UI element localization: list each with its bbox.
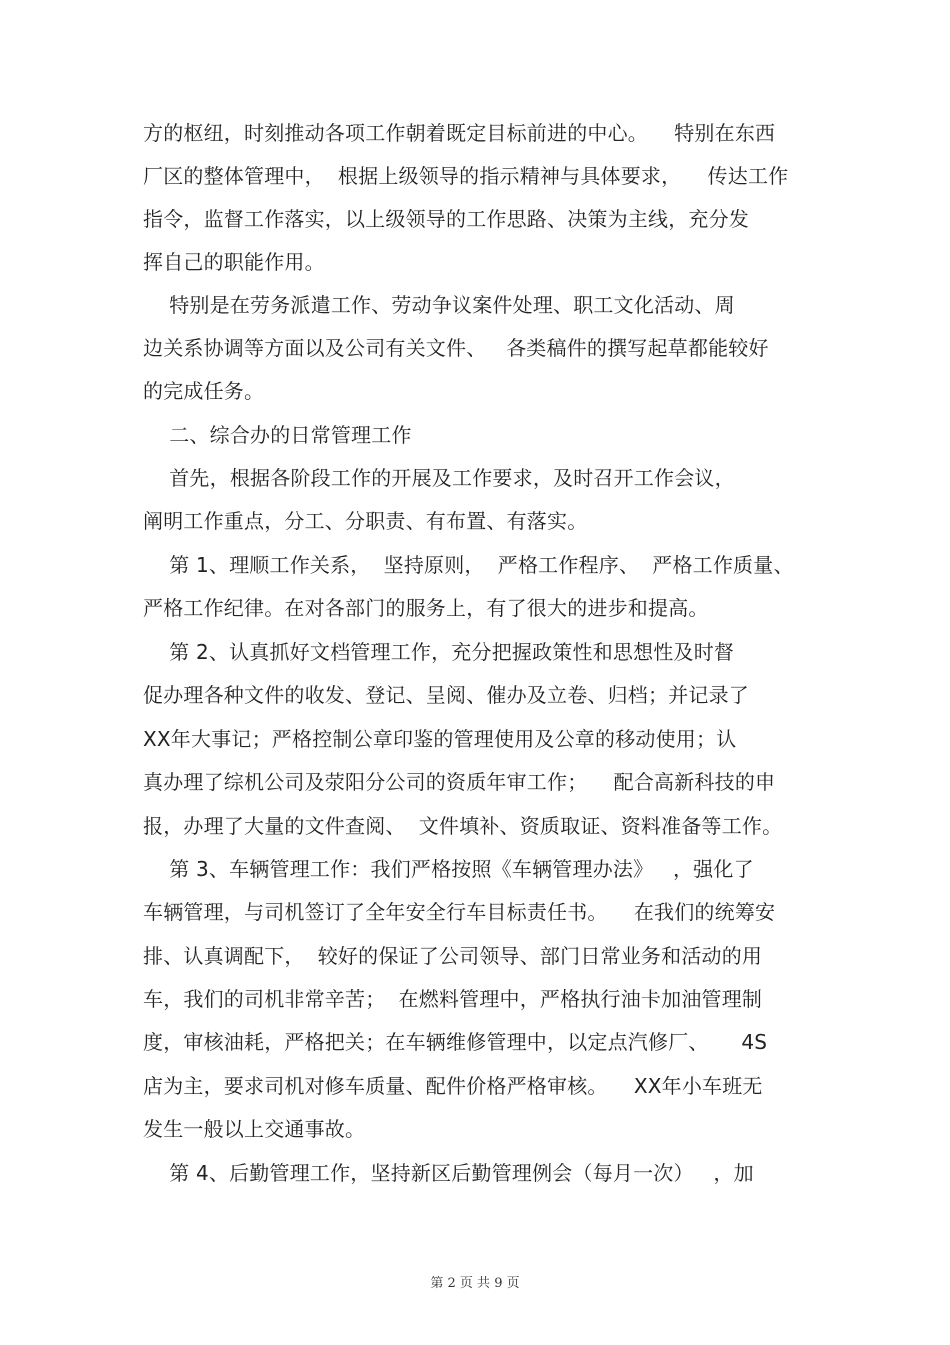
- text-line-24: 发生一般以上交通事故。: [143, 1117, 366, 1141]
- text-line-20: 排、认真调配下， 较好的保证了公司领导、部门日常业务和活动的用: [143, 944, 763, 968]
- text-line-23: 店为主，要求司机对修车质量、配件价格严格审核。 XX年小车班无: [143, 1074, 763, 1098]
- text-line-11: 第 1、理顺工作关系， 坚持原则， 严格工作程序、 严格工作质量、: [143, 553, 794, 577]
- text-line-16: 真办理了综机公司及荥阳分公司的资质年审工作； 配合高新科技的申: [143, 770, 776, 794]
- text-line-22: 度，审核油耗，严格把关；在车辆维修管理中，以定点汽修厂、 4S: [143, 1030, 768, 1054]
- text-line-5: 特别是在劳务派遣工作、劳动争议案件处理、职工文化活动、周: [143, 293, 735, 317]
- page-footer: 第 2 页 共 9 页: [430, 1276, 520, 1291]
- text-line-14: 促办理各种文件的收发、登记、呈阅、催办及立卷、归档；并记录了: [143, 683, 749, 707]
- text-line-19: 车辆管理，与司机签订了全年安全行车目标责任书。 在我们的统筹安: [143, 900, 776, 924]
- text-line-4: 挥自己的职能作用。: [143, 250, 325, 274]
- text-line-8: 二、综合办的日常管理工作: [143, 423, 412, 447]
- text-line-2: 厂区的整体管理中， 根据上级领导的指示精神与具体要求， 传达工作: [143, 164, 789, 188]
- text-line-12: 严格工作纪律。在对各部门的服务上，有了很大的进步和提高。: [143, 596, 709, 620]
- text-line-3: 指令，监督工作落实，以上级领导的工作思路、决策为主线，充分发: [143, 207, 749, 231]
- text-line-6: 边关系协调等方面以及公司有关文件、 各类稿件的撰写起草都能较好: [143, 336, 769, 360]
- text-line-18: 第 3、车辆管理工作：我们严格按照《车辆管理办法》 ，强化了: [143, 857, 754, 881]
- text-line-17: 报，办理了大量的文件查阅、 文件填补、资质取证、资料准备等工作。: [143, 814, 783, 838]
- text-line-15: XX年大事记；严格控制公章印鉴的管理使用及公章的移动使用；认: [143, 727, 737, 751]
- text-line-21: 车，我们的司机非常辛苦； 在燃料管理中，严格执行油卡加油管理制: [143, 987, 763, 1011]
- text-line-25: 第 4、后勤管理工作，坚持新区后勤管理例会（每月一次） ，加: [143, 1161, 754, 1185]
- text-line-1: 方的枢纽，时刻推动各项工作朝着既定目标前进的中心。 特别在东西: [143, 121, 776, 145]
- text-line-13: 第 2、认真抓好文档管理工作，充分把握政策性和思想性及时督: [143, 640, 735, 664]
- text-line-9: 首先，根据各阶段工作的开展及工作要求，及时召开工作会议，: [143, 466, 735, 490]
- text-line-10: 阐明工作重点，分工、分职责、有布置、有落实。: [143, 509, 588, 533]
- text-line-7: 的完成任务。: [143, 379, 265, 403]
